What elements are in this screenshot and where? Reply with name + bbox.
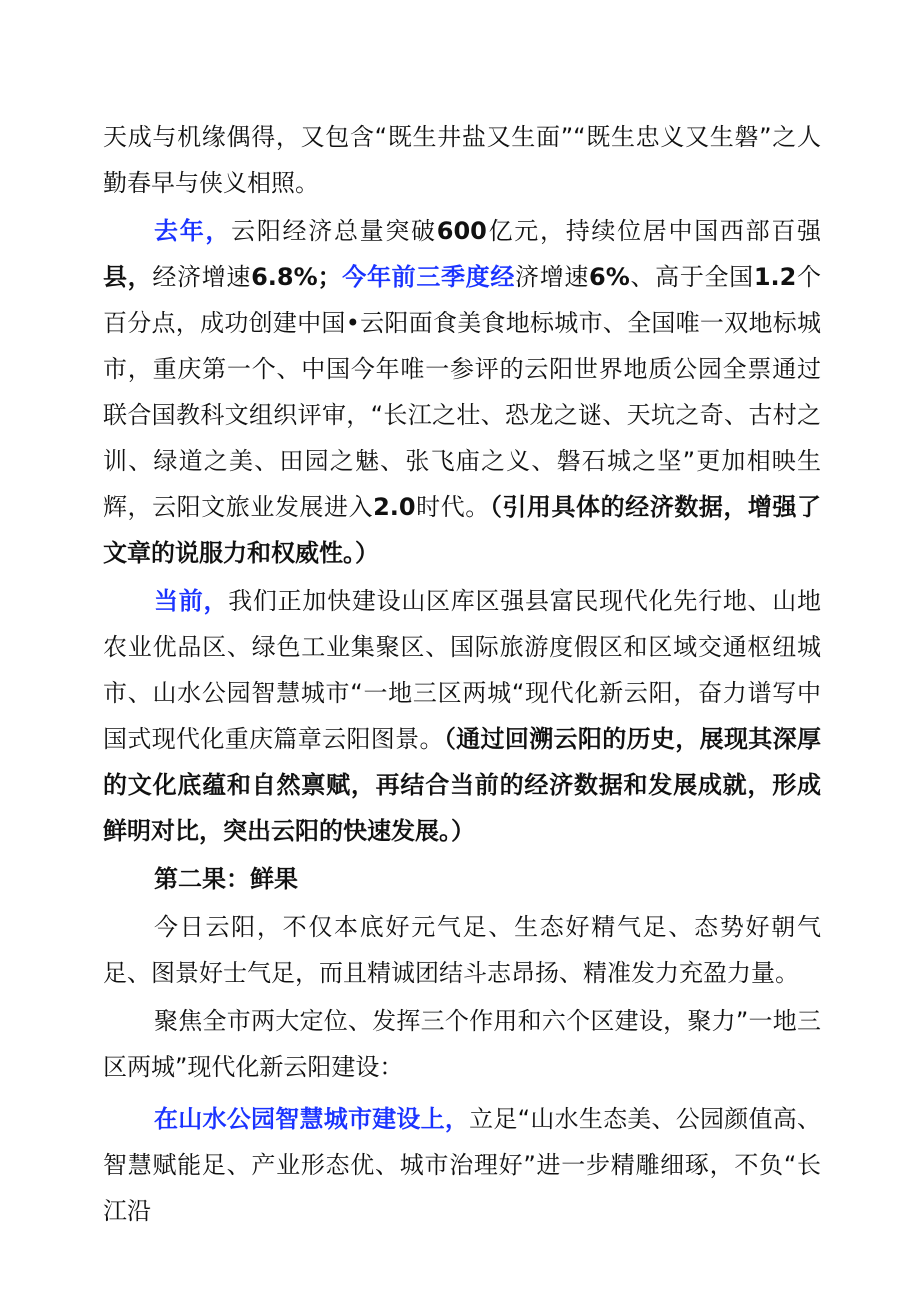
- text-run: 云阳经济总量突破: [231, 217, 437, 245]
- bold-text-run: 6.8%；: [251, 263, 342, 291]
- highlighted-lead-text: 今年前三季度经: [341, 263, 516, 291]
- text-run: 个百分点，成功创建中国•云阳面食美食地标城市、全国唯一双地标城市，重庆第一个、中国今年唯一参评的云阳世界地质公园全票通过联合国教科文组织评审，“长江之壮、恐龙之谜、天坑之奇、古村之训、绿道之美、田园之魅、张飞庙之义、磐石城之坚”更加相映生辉，云阳文旅业发展进入: [103, 263, 822, 521]
- paragraph: [103, 998, 821, 1090]
- highlighted-lead-text: 去年，: [154, 217, 232, 245]
- paragraph: [103, 208, 821, 576]
- bold-text-run: 县，: [103, 263, 153, 291]
- paragraph: [103, 904, 821, 996]
- bold-text-run: 2.0: [373, 493, 416, 521]
- text-run: 时代。: [415, 493, 490, 521]
- bold-text-run: 6%: [589, 263, 630, 291]
- text-run: 今日云阳，不仅本底好元气足、生态好精气足、态势好朝气足、图景好士气足，而且精诚团结斗志昂扬、精准发力充盈力量。: [103, 913, 821, 987]
- bold-text-run: （引用具体的经济数据，增强了文章的说服力和权威性。）: [103, 493, 822, 567]
- text-run: 、高于全国: [629, 263, 754, 291]
- bold-text-run: 600: [436, 217, 487, 245]
- paragraph: [103, 578, 821, 854]
- highlighted-lead-text: 当前，: [154, 587, 229, 615]
- text-run: 聚焦全市两大定位、发挥三个作用和六个区建设，聚力”一地三区两城”现代化新云阳建设：: [103, 1007, 821, 1081]
- text-run: 亿元，持续位居中国西部百强: [486, 217, 822, 245]
- paragraph: [103, 1096, 821, 1234]
- bold-text-run: 第二果：鲜果: [154, 865, 298, 893]
- paragraph: [103, 114, 821, 206]
- text-run: 天成与机缘偶得，又包含“既生井盐又生面”“既生忠义又生磐”之人勤春早与侠义相照。: [103, 123, 821, 197]
- bold-text-run: （通过回溯云阳的历史，展现其深厚的文化底蕴和自然禀赋，再结合当前的经济数据和发展成就，形成鲜明对比，突出云阳的快速发展。）: [103, 725, 821, 845]
- text-run: 济增速: [515, 263, 590, 291]
- text-run: 我们正加快建设山区库区强县富民现代化先行地、山地农业优品区、绿色工业集聚区、国际旅游度假区和区域交通枢纽城市、山水公园智慧城市“一地三区两城“现代化新云阳，奋力谱写中国式现代化重庆篇章云阳图景。: [103, 587, 822, 753]
- paragraph: [103, 856, 821, 902]
- document-page: [103, 114, 821, 1234]
- highlighted-lead-text: 在山水公园智慧城市建设上，: [154, 1105, 470, 1133]
- bold-text-run: 1.2: [753, 263, 797, 291]
- text-run: 经济增速: [152, 263, 252, 291]
- text-run: 立足“山水生态美、公园颜值高、智慧赋能足、产业形态优、城市治理好”进一步精雕细琢，不负“长江沿: [103, 1105, 822, 1225]
